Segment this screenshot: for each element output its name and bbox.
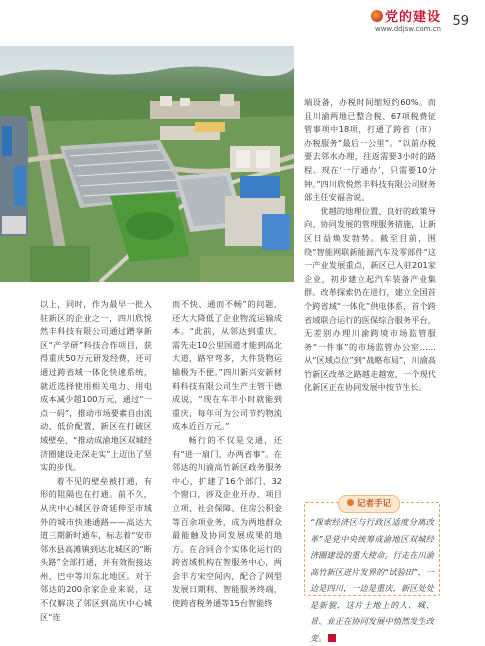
aerial-photo (0, 46, 294, 282)
end-mark-icon (328, 634, 336, 642)
paragraph: 着不见的壁垒被打通，有形的阻隔也在打通。前不久，从庆中心城区谷奇延伸至市域外的城市快速通路——高达大道三期新时通车，标志着“安市邻水县高滩镇到达北城区的“断头路”全部打通，并有效衔接达州、巴中等川东北地区。对于邻达的200余家企业来说，这不仅解决了邻区到高庆中心城区“连 (40, 475, 152, 622)
magazine-brand: 党的建设 (371, 6, 441, 25)
paragraph: 以上，同时，作为最早一批入驻新区的企业之一，四川欣悦然丰科技有限公司通过蹭享新区“产学研”科技合作项目，获得重庆50万元研发经费，还可通过跨省域一体化快速系统，就近选择使用相关电力、用电成本减少超100万元，通过“一点一码”，推动市场要素自由流动、低价配置，新区在打破区域壁垒，“推动成渝地区双城经济圈建设走深走实”上迈出了坚实的步伐。 (40, 299, 152, 473)
paragraph: 端设备，办税时间缩短约60%。而且川渝两地已整合税、67项税费征管事项中18项，打通了跨省（市）办税服务“最后一公里”。“以前办税要去邻水办理，往返需要3小时的路程。现在‘一厅通办’，只需要10分钟。”四川欣悦然丰科技有限公司财务部主任安福舍说。 (304, 97, 436, 203)
article-column-2 (172, 298, 282, 611)
magazine-website: www.ddjsw.com.cn (374, 25, 441, 33)
brand-logo-icon (371, 10, 383, 22)
paragraph: 而不快、通而不畅”的问题，还大大降低了企业物流运输成本。“此前，从邻达到重庆，需先走10公里国道才能到高北大道，路窄弯多，大件货物运输极为不便。”四川新兴安新材料科技有限公司生产主管干德成说，“现在车半小时就能到重庆，每年可为公司节约物流成本近百万元。” (172, 299, 282, 432)
reporter-note-title: 记者手记 (338, 495, 400, 513)
article-column-1 (40, 298, 152, 624)
page-header (0, 0, 485, 46)
note-bullet-icon (347, 499, 354, 506)
aerial-photo-image (0, 46, 294, 282)
page-number: 59 (452, 14, 469, 29)
article-column-3 (304, 96, 436, 395)
paragraph: 优越的地理位置、良好的政策导向、协同发展的管理服务措施，让新区日益焕发勃势。截至目前，围绕“智能网联新能源汽车及零部件”这一产业发展重点，新区已入驻201家企业，初步建立起汽车装备产业集群。改革探索仍在进行，建立全国首个跨省域“一体化”供电体系，首个跨省域联合运行的医保综合服务平台，无差别办理川渝跨境市场监管服务“一件事”的市场监管办公室……从“区域点位”到“战略布局”，川渝高竹新区改革之路越走越宽，一个现代化新区正在协同发展中按节生长。 (304, 205, 436, 393)
reporter-note-text: “探索经济区与行政区适度分离改革”是党中央统筹成渝地区双城经济圈建设的重大使命。行走在川渝高竹新区迸片发界的“试验田”，一边是四川，一边是重庆，新区处处是新貌，这片土地上的人、城、景、业正在协同发展中悄然发生改变。 (310, 517, 434, 643)
paragraph: 畅行的不仅是交通，还有“进一扇门，办两省事”。在邻达的川渝高竹新区政务服务中心，扩建了16个部门、32个窗口，涉及企业开办、项目立项、社会保障、住房公积金等百余项业务，成为两地群众最能触及协同发展成果的地方。在合同合个实体化运行的跨省域机构在智服务中心，两会半方宋空间内，配合了网型发展日期利、智能服务终端，使跨省税务通等15台智能终 (172, 434, 282, 609)
